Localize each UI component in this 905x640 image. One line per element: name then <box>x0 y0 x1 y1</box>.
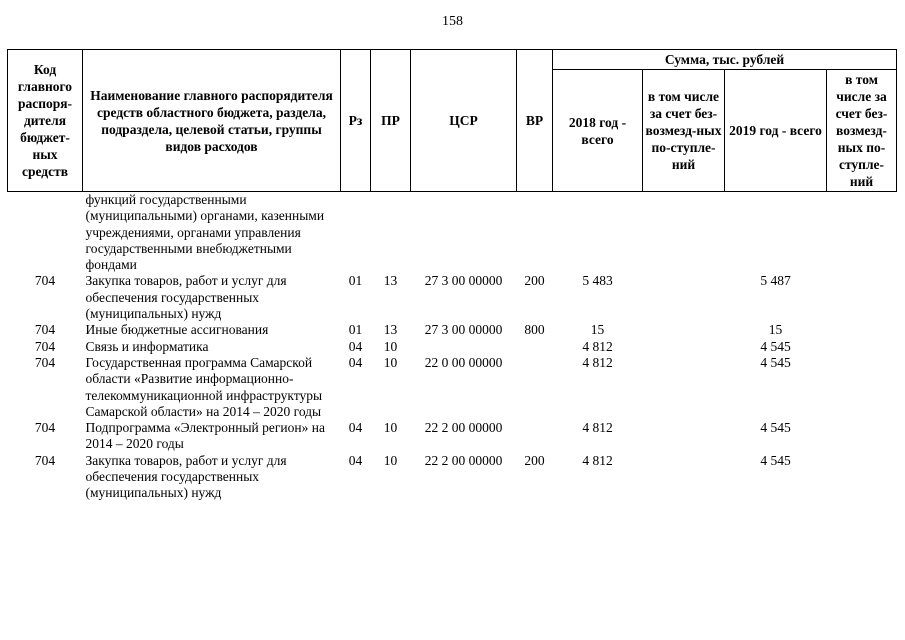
cell-2018-total: 4 812 <box>582 452 613 468</box>
cell-2019-grants <box>827 420 897 453</box>
cell-2018-total: 4 812 <box>582 354 613 370</box>
cell-2018-total: 4 812 <box>582 420 613 436</box>
header-csr: ЦСР <box>411 50 517 192</box>
cell-pr: 13 <box>383 322 398 338</box>
cell-2018-grants <box>643 420 725 453</box>
cell-pr <box>371 192 411 274</box>
cell-code: 704 <box>34 420 56 436</box>
budget-table <box>7 49 897 502</box>
cell-2018-grants <box>643 355 725 420</box>
cell-2019-grants <box>827 453 897 502</box>
header-2019-total: 2019 год - всего <box>725 70 827 192</box>
cell-pr: 10 <box>383 354 398 370</box>
cell-2019-grants <box>827 339 897 355</box>
cell-csr: 22 2 00 00000 <box>424 420 503 436</box>
table-row <box>8 339 897 355</box>
header-2018-grants: в том числе за счет без-возмезд-ных по-ступле-ний <box>643 70 725 192</box>
table-row <box>8 453 897 502</box>
cell-2018-total: 4 812 <box>582 338 613 354</box>
cell-name: Иные бюджетные ассигнования <box>85 322 269 338</box>
header-name: Наименование главного распорядителя средств областного бюджета, раздела, подраздела, целевой статьи, группы видов расходов <box>83 50 341 192</box>
cell-csr: 27 3 00 00000 <box>424 322 503 338</box>
table-row <box>8 322 897 338</box>
cell-2018-grants <box>643 339 725 355</box>
cell-csr: 22 2 00 00000 <box>424 452 503 468</box>
cell-2018-grants <box>643 453 725 502</box>
cell-2018-grants <box>643 273 725 322</box>
header-code: Код главного распоря-дителя бюджет-ных средств <box>8 50 83 192</box>
cell-pr: 10 <box>383 420 398 436</box>
cell-2019-total: 4 545 <box>760 452 791 468</box>
cell-rz: 01 <box>348 273 363 289</box>
cell-2019-total <box>725 192 827 274</box>
cell-vr <box>517 192 553 274</box>
table-row <box>8 420 897 453</box>
cell-rz <box>341 192 371 274</box>
table-row <box>8 355 897 420</box>
cell-2018-grants <box>643 192 725 274</box>
cell-rz: 01 <box>348 322 363 338</box>
cell-code: 704 <box>34 452 56 468</box>
cell-name: Закупка товаров, работ и услуг для обеспечения государственных (муниципальных) нужд <box>85 273 287 322</box>
header-sum-group: Сумма, тыс. рублей <box>553 50 897 70</box>
cell-2019-grants <box>827 273 897 322</box>
cell-csr: 27 3 00 00000 <box>424 273 503 289</box>
table-row <box>8 273 897 322</box>
cell-2019-grants <box>827 322 897 338</box>
cell-name: Связь и информатика <box>85 338 209 354</box>
cell-vr: 800 <box>524 322 545 338</box>
cell-code: 704 <box>34 273 56 289</box>
cell-pr: 13 <box>383 273 398 289</box>
cell-2018-total <box>553 192 643 274</box>
cell-vr <box>517 355 553 420</box>
cell-rz: 04 <box>348 452 363 468</box>
cell-name: Закупка товаров, работ и услуг для обеспечения государственных (муниципальных) нужд <box>85 452 287 501</box>
header-2019-grants: в том числе за счет без-возмезд-ных по-ступле-ний <box>827 70 897 192</box>
cell-csr <box>411 192 517 274</box>
cell-name: Государственная программа Самарской области «Развитие информационно-телекоммуникационной инфраструктуры Самарской области» на 2014 – 2020 годы <box>85 354 323 419</box>
cell-pr: 10 <box>383 452 398 468</box>
cell-csr <box>411 339 517 355</box>
page-number: 158 <box>442 14 463 29</box>
table-header <box>8 50 897 192</box>
cell-2019-total: 4 545 <box>760 420 791 436</box>
header-rz: Рз <box>341 50 371 192</box>
cell-name: Подпрограмма «Электронный регион» на 2014 – 2020 годы <box>85 420 325 452</box>
cell-2019-total: 4 545 <box>760 338 791 354</box>
cell-2019-total: 15 <box>768 322 783 338</box>
cell-vr: 200 <box>524 273 545 289</box>
header-vr: ВР <box>517 50 553 192</box>
cell-vr: 200 <box>524 452 545 468</box>
cell-code: 704 <box>34 338 56 354</box>
cell-pr: 10 <box>383 338 398 354</box>
table-body <box>8 192 897 502</box>
cell-csr: 22 0 00 00000 <box>424 354 503 370</box>
cell-2018-grants <box>643 322 725 338</box>
cell-code: 704 <box>34 322 56 338</box>
cell-rz: 04 <box>348 420 363 436</box>
cell-code: 704 <box>34 354 56 370</box>
cell-2019-total: 4 545 <box>760 354 791 370</box>
cell-2019-total: 5 487 <box>760 273 791 289</box>
cell-code <box>8 192 83 274</box>
cell-2018-total: 5 483 <box>582 273 613 289</box>
header-pr: ПР <box>371 50 411 192</box>
cell-vr <box>517 420 553 453</box>
cell-rz: 04 <box>348 354 363 370</box>
cell-2019-grants <box>827 192 897 274</box>
header-2018-total: 2018 год - всего <box>553 70 643 192</box>
table-row <box>8 192 897 274</box>
cell-2018-total: 15 <box>590 322 605 338</box>
cell-2019-grants <box>827 355 897 420</box>
cell-name: функций государственными (муниципальными) органами, казенными учреждениями, органами управления государственными внебюджетными фондами <box>85 192 325 273</box>
cell-rz: 04 <box>348 338 363 354</box>
cell-vr <box>517 339 553 355</box>
